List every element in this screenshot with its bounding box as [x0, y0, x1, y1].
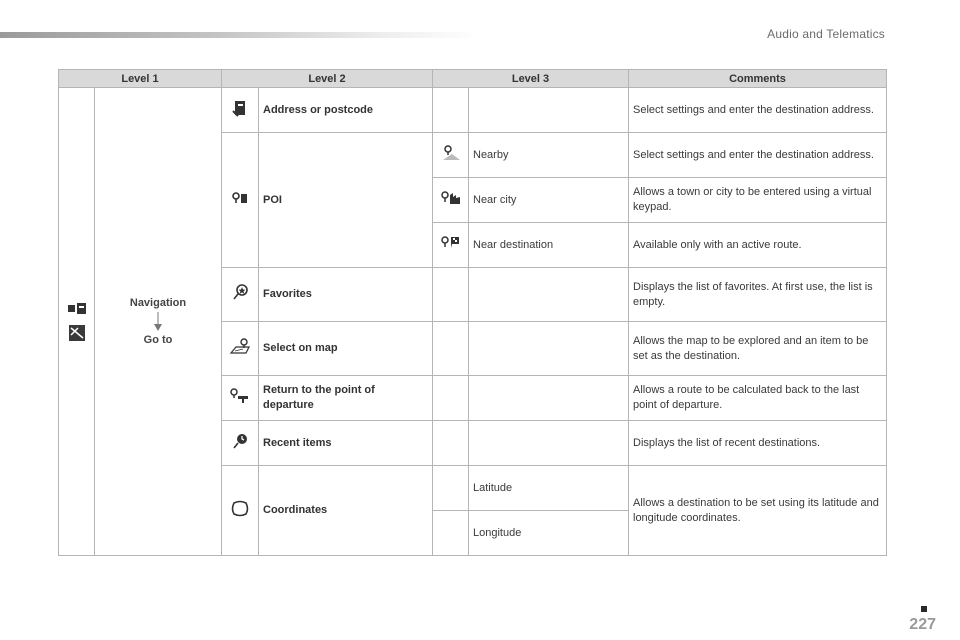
level2-icon-cell: [222, 376, 259, 421]
level2-label: POI: [259, 133, 433, 268]
level2-label: Select on map: [259, 322, 433, 376]
level3-label: Latitude: [469, 466, 629, 511]
column-header-level1: Level 1: [59, 70, 222, 88]
level3-icon-cell: [433, 223, 469, 268]
level3-icon-cell: [433, 376, 469, 421]
level1-navigation-cell: [95, 88, 222, 556]
level3-icon-cell: [433, 322, 469, 376]
address-book-icon: [230, 99, 250, 117]
comment-cell: Displays the list of recent destinations.: [629, 421, 887, 466]
level3-label: Near city: [469, 178, 629, 223]
map-icon: [68, 323, 86, 343]
comment-cell: Allows a route to be calculated back to the last point of departure.: [629, 376, 887, 421]
level2-icon-cell: [222, 466, 259, 556]
nearby-icon: [440, 144, 462, 162]
navigation-menu-table: [58, 69, 887, 556]
level2-icon-cell: [222, 88, 259, 133]
level2-icon-cell: [222, 421, 259, 466]
level3-label: Nearby: [469, 133, 629, 178]
level3-icon-cell: [433, 178, 469, 223]
comment-cell: Select settings and enter the destination address.: [629, 88, 887, 133]
level1-icon-cell: [59, 88, 95, 556]
level2-icon-cell: [222, 133, 259, 268]
favorites-icon: [230, 283, 250, 301]
level3-icon-cell: [433, 88, 469, 133]
coordinates-icon: [230, 499, 250, 517]
level3-label: [469, 421, 629, 466]
level3-icon-cell: [433, 133, 469, 178]
near-destination-icon: [440, 234, 462, 252]
level2-label: Favorites: [259, 268, 433, 322]
level3-label: [469, 322, 629, 376]
level2-label: Return to the point of departure: [259, 376, 433, 421]
level2-label: Coordinates: [259, 466, 433, 556]
comment-cell: Allows a town or city to be entered using a virtual keypad.: [629, 178, 887, 223]
level3-label: Near destination: [469, 223, 629, 268]
column-header-level2: Level 2: [222, 70, 433, 88]
table-header-row: [59, 70, 887, 88]
section-title: Audio and Telematics: [767, 27, 885, 41]
comment-cell: Displays the list of favorites. At first use, the list is empty.: [629, 268, 887, 322]
navigation-label: Navigation: [129, 296, 187, 309]
comment-cell: Allows the map to be explored and an item to be set as the destination.: [629, 322, 887, 376]
level3-icon-cell: [433, 466, 469, 511]
page-number: [909, 606, 936, 634]
return-departure-icon: [229, 387, 251, 405]
column-header-level3: Level 3: [433, 70, 629, 88]
select-on-map-icon: [229, 337, 251, 355]
level3-icon-cell: [433, 421, 469, 466]
level2-label: Address or postcode: [259, 88, 433, 133]
comment-cell: Select settings and enter the destination address.: [629, 133, 887, 178]
level3-label: [469, 88, 629, 133]
level3-icon-cell: [433, 268, 469, 322]
column-header-comments: Comments: [629, 70, 887, 88]
comment-cell: Allows a destination to be set using its latitude and longitude coordinates.: [629, 466, 887, 556]
arrow-down-icon: [153, 312, 163, 332]
level3-label: Longitude: [469, 511, 629, 556]
comment-cell: Available only with an active route.: [629, 223, 887, 268]
navigation-icon: [67, 301, 87, 317]
level3-icon-cell: [433, 511, 469, 556]
header-gradient-bar: [0, 32, 480, 38]
near-city-icon: [440, 189, 462, 207]
go-to-label: Go to: [143, 333, 173, 346]
level2-icon-cell: [222, 322, 259, 376]
recent-items-icon: [230, 432, 250, 450]
level3-label: [469, 268, 629, 322]
page-marker: [921, 606, 927, 612]
table-row: [59, 88, 887, 133]
level2-icon-cell: [222, 268, 259, 322]
level2-label: Recent items: [259, 421, 433, 466]
level3-label: [469, 376, 629, 421]
poi-icon: [230, 189, 250, 207]
page-number-text: 227: [909, 616, 936, 633]
